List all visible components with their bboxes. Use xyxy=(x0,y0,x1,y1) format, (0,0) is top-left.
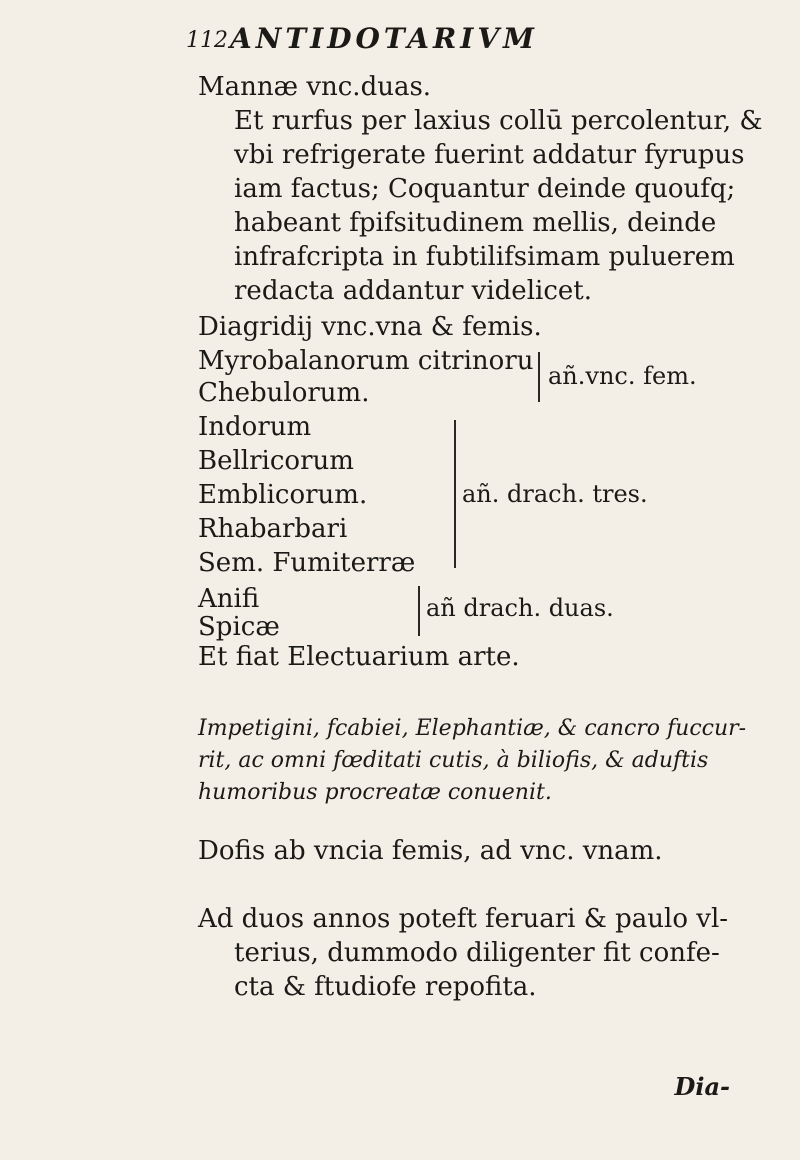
dosage-line: Dofis ab vncia femis, ad vnc. vnam. xyxy=(198,836,663,866)
page-number: 112 xyxy=(186,28,228,53)
ingredient-line: Emblicorum. xyxy=(198,480,368,510)
text-line: infrafcripta in fubtilifsimam puluerem xyxy=(234,242,735,272)
storage-line: terius, dummodo diligenter fit confe- xyxy=(234,938,720,968)
indication-line: Impetigini, fcabiei, Elephantiæ, & cancro fuccur- xyxy=(198,716,747,741)
ingredient-line: Rhabarbari xyxy=(198,514,348,544)
dose-label: añ. drach. tres. xyxy=(462,480,648,508)
text-line: Et rurfus per laxius collū percolentur, & xyxy=(234,106,763,136)
brace xyxy=(530,352,540,402)
text-line: vbi refrigerate fuerint addatur fyrupus xyxy=(234,140,745,170)
running-title: ANTIDOTARIVM xyxy=(230,22,539,55)
ingredient-line: Spicæ xyxy=(198,612,280,642)
text-line: habeant fpifsitudinem mellis, deinde xyxy=(234,208,717,238)
brace xyxy=(446,420,456,568)
page-header xyxy=(186,22,706,62)
ingredient-line: Bellricorum xyxy=(198,446,354,476)
text-line: redacta addantur videlicet. xyxy=(234,276,592,306)
dose-label: añ drach. duas. xyxy=(426,594,614,622)
storage-line: Ad duos annos poteft feruari & paulo vl- xyxy=(198,904,729,934)
ingredient-line: Anifi xyxy=(198,584,260,614)
dose-label: añ.vnc. fem. xyxy=(548,362,697,390)
text-line: iam factus; Coquantur deinde quoufq; xyxy=(234,174,736,204)
ingredient-line: Sem. Fumiterræ xyxy=(198,548,416,578)
ingredient-line: Diagridij vnc.vna & femis. xyxy=(198,312,542,342)
text-line: Mannæ vnc.duas. xyxy=(198,72,432,102)
ingredient-line: Indorum xyxy=(198,412,312,442)
storage-line: cta & ftudiofe repofita. xyxy=(234,972,537,1002)
ingredient-line: Chebulorum. xyxy=(198,378,370,408)
catchword: Dia- xyxy=(674,1072,730,1101)
ingredient-line: Myrobalanorum citrinoru xyxy=(198,346,534,376)
indication-line: rit, ac omni fœditati cutis, à biliofis, & aduftis xyxy=(198,748,709,773)
indication-line: humoribus procreatæ conuenit. xyxy=(198,780,552,805)
brace xyxy=(410,586,420,636)
ingredient-line: Et fiat Electuarium arte. xyxy=(198,642,520,672)
